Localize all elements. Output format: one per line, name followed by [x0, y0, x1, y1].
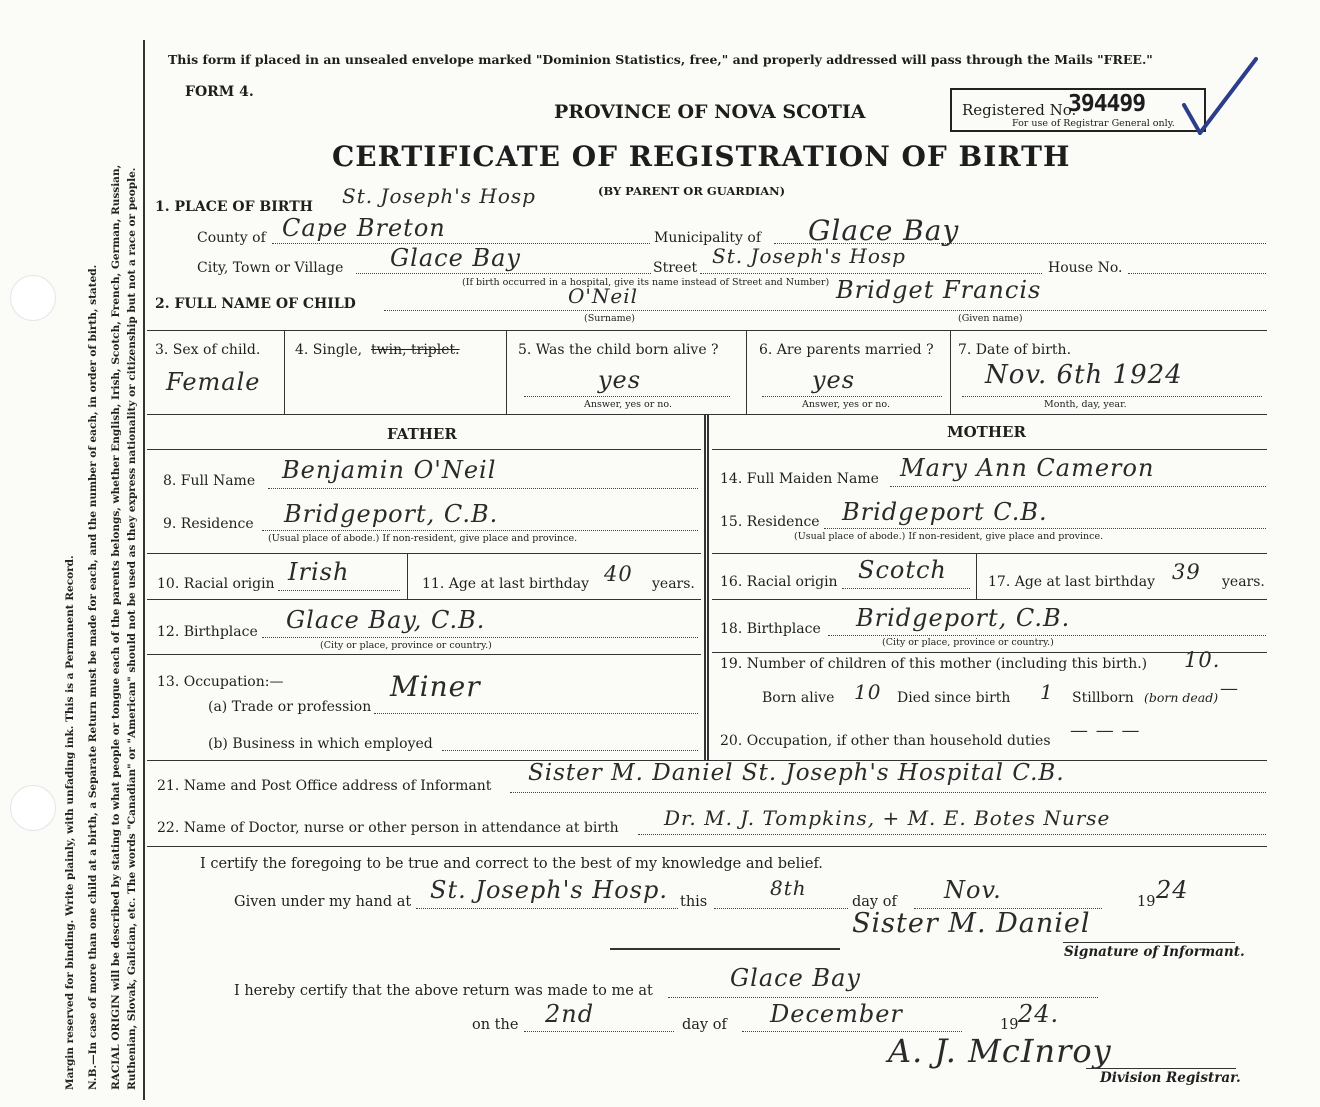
- father-business-label: (b) Business in which employed: [208, 736, 433, 752]
- mother-children-value[interactable]: 10.: [1184, 648, 1221, 672]
- child-given-name[interactable]: Bridget Francis: [836, 276, 1042, 304]
- surname-label: (Surname): [584, 313, 635, 324]
- municipality-label: Municipality of: [654, 230, 762, 246]
- child-surname[interactable]: O'Neil: [568, 284, 639, 308]
- binding-hole-bottom: [10, 785, 56, 831]
- side-note-racial-1: RACIAL ORIGIN will be described by stating to what people or tongue each of the parents belongs, whether English, Irish, Scotch, French, German, Russian,: [110, 164, 122, 1090]
- registered-label: Registered No.: [962, 101, 1077, 119]
- registrar-day-value[interactable]: 2nd: [545, 1000, 595, 1028]
- mother-heading: MOTHER: [947, 423, 1026, 441]
- mail-notice: This form if placed in an unsealed envelope marked "Dominion Statistics, free," and properly addressed will pass through the Mails "FREE.": [168, 52, 1153, 67]
- mother-age-label: 17. Age at last birthday: [988, 574, 1156, 590]
- mother-name-value[interactable]: Mary Ann Cameron: [900, 454, 1155, 482]
- side-note-nb: N.B.—In case of more than one child at a birth, a Separate Return must be made for each, and the number of each, in order of birth, stated.: [87, 264, 99, 1090]
- died-since-birth-value[interactable]: 1: [1040, 680, 1054, 704]
- given-month-value[interactable]: Nov.: [944, 876, 1002, 904]
- father-trade-value[interactable]: Miner: [390, 670, 481, 703]
- this-label: this: [680, 894, 708, 910]
- father-racial-label: 10. Racial origin: [157, 576, 275, 592]
- place-of-birth-value[interactable]: St. Joseph's Hosp: [342, 184, 536, 208]
- county-value[interactable]: Cape Breton: [282, 214, 446, 242]
- certify-text: I certify the foregoing to be true and correct to the best of my knowledge and belief.: [200, 856, 823, 872]
- doctor-value[interactable]: Dr. M. J. Tompkins, + M. E. Botes Nurse: [664, 806, 1111, 830]
- mother-occupation-value[interactable]: — — —: [1070, 720, 1141, 741]
- doctor-label: 22. Name of Doctor, nurse or other person in attendance at birth: [157, 820, 619, 836]
- father-occupation-label: 13. Occupation:—: [157, 674, 284, 690]
- informant-signature-label: Signature of Informant.: [1064, 944, 1245, 960]
- informant-value[interactable]: Sister M. Daniel St. Joseph's Hospital C.B.: [528, 760, 1065, 786]
- alive-label: 5. Was the child born alive ?: [518, 342, 719, 358]
- place-of-birth-label: 1. PLACE OF BIRTH: [155, 199, 313, 215]
- date-note: Month, day, year.: [1044, 399, 1127, 410]
- father-name-label: 8. Full Name: [163, 473, 256, 489]
- sex-label: 3. Sex of child.: [155, 342, 261, 358]
- city-label: City, Town or Village: [197, 260, 344, 276]
- stillborn-note: (born dead): [1144, 690, 1219, 705]
- given-name-label: (Given name): [958, 313, 1023, 324]
- date-value[interactable]: Nov. 6th 1924: [985, 360, 1183, 390]
- sex-value[interactable]: Female: [166, 368, 261, 396]
- registrar-text: I hereby certify that the above return was made to me at: [234, 983, 653, 999]
- province-title: PROVINCE OF NOVA SCOTIA: [554, 101, 866, 123]
- rule-row3-top: [147, 330, 1267, 331]
- on-the-label: on the: [472, 1017, 519, 1033]
- registrar-place-value[interactable]: Glace Bay: [730, 964, 861, 992]
- binding-hole-top: [10, 275, 56, 321]
- born-alive-value[interactable]: 10: [854, 680, 882, 704]
- side-note-racial-2: Ruthenian, Slovak, Galician, etc. The words "Canadian" or "American" should not be used as they express nationality or citizenship but not a race or people.: [126, 167, 138, 1090]
- mother-racial-value[interactable]: Scotch: [858, 556, 947, 584]
- married-label: 6. Are parents married ?: [759, 342, 934, 358]
- mother-age-value[interactable]: 39: [1172, 560, 1201, 584]
- father-age-label: 11. Age at last birthday: [422, 576, 590, 592]
- alive-value[interactable]: yes: [598, 366, 642, 394]
- checkmark-icon: [1180, 55, 1260, 135]
- mother-residence-note: (Usual place of abode.) If non-resident, give place and province.: [794, 531, 1104, 542]
- registrar-signature[interactable]: A. J. McInroy: [888, 1032, 1112, 1070]
- parents-divider: [704, 414, 709, 760]
- father-birthplace-note: (City or place, province or country.): [320, 640, 492, 651]
- given-day-value[interactable]: 8th: [770, 876, 807, 900]
- child-name-label: 2. FULL NAME OF CHILD: [155, 296, 356, 312]
- died-since-birth-label: Died since birth: [897, 690, 1011, 706]
- mother-children-label: 19. Number of children of this mother (including this birth.): [720, 656, 1148, 672]
- mother-name-label: 14. Full Maiden Name: [720, 471, 879, 487]
- county-label: County of: [197, 230, 266, 246]
- registrar-year-prefix: 19: [1000, 1017, 1019, 1033]
- separator-rule: [610, 948, 840, 950]
- registrar-year-value[interactable]: 24.: [1018, 1000, 1060, 1028]
- registrar-month-value[interactable]: December: [770, 1000, 903, 1028]
- married-note: Answer, yes or no.: [802, 399, 891, 410]
- street-value[interactable]: St. Joseph's Hosp: [712, 244, 906, 268]
- municipality-value[interactable]: Glace Bay: [808, 214, 960, 247]
- mother-birthplace-note: (City or place, province or country.): [882, 637, 1054, 648]
- given-place-value[interactable]: St. Joseph's Hosp.: [430, 876, 668, 904]
- born-alive-label: Born alive: [762, 690, 835, 706]
- registrar-note: For use of Registrar General only.: [1012, 118, 1175, 129]
- mother-age-unit: years.: [1222, 574, 1265, 590]
- house-label: House No.: [1048, 260, 1123, 276]
- informant-signature[interactable]: Sister M. Daniel: [852, 908, 1091, 939]
- stillborn-value[interactable]: —: [1220, 678, 1239, 699]
- registered-number: 394499: [1068, 91, 1146, 117]
- form-left-border: [143, 40, 145, 1100]
- street-label: Street: [653, 260, 698, 276]
- twin-triplet-label: twin, triplet.: [371, 342, 460, 358]
- year-prefix: 19: [1137, 894, 1156, 910]
- certificate-subtitle: (BY PARENT OR GUARDIAN): [598, 184, 786, 198]
- father-birthplace-label: 12. Birthplace: [157, 624, 258, 640]
- stillborn-label: Stillborn: [1072, 690, 1134, 706]
- father-age-unit: years.: [652, 576, 695, 592]
- father-racial-value[interactable]: Irish: [288, 558, 350, 586]
- city-note: (If birth occurred in a hospital, give its name instead of Street and Number): [462, 277, 830, 288]
- married-value[interactable]: yes: [812, 366, 856, 394]
- registrar-signature-label: Division Registrar.: [1100, 1070, 1241, 1086]
- certificate-title: CERTIFICATE OF REGISTRATION OF BIRTH: [332, 140, 1071, 173]
- form-number: FORM 4.: [185, 84, 254, 100]
- registrar-day-of-label: day of: [682, 1017, 727, 1033]
- given-under-label: Given under my hand at: [234, 894, 412, 910]
- father-age-value[interactable]: 40: [604, 562, 633, 586]
- alive-note: Answer, yes or no.: [584, 399, 673, 410]
- informant-label: 21. Name and Post Office address of Informant: [157, 778, 492, 794]
- mother-residence-value[interactable]: Bridgeport C.B.: [842, 498, 1048, 526]
- father-heading: FATHER: [387, 425, 457, 443]
- father-residence-note: (Usual place of abode.) If non-resident, give place and province.: [268, 533, 578, 544]
- day-of-label: day of: [852, 894, 897, 910]
- mother-racial-label: 16. Racial origin: [720, 574, 838, 590]
- father-birthplace-value[interactable]: Glace Bay, C.B.: [286, 606, 486, 634]
- father-residence-label: 9. Residence: [163, 516, 254, 532]
- father-name-value[interactable]: Benjamin O'Neil: [282, 456, 497, 484]
- date-label: 7. Date of birth.: [958, 342, 1072, 358]
- mother-birthplace-label: 18. Birthplace: [720, 621, 821, 637]
- mother-birthplace-value[interactable]: Bridgeport, C.B.: [856, 604, 1071, 632]
- father-trade-label: (a) Trade or profession: [208, 699, 372, 715]
- side-note-margin: Margin reserved for binding. Write plainly, with unfading ink. This is a Permanent Record.: [64, 555, 76, 1090]
- mother-occupation-label: 20. Occupation, if other than household duties: [720, 733, 1051, 749]
- single-label: 4. Single,: [295, 342, 363, 358]
- father-residence-value[interactable]: Bridgeport, C.B.: [284, 500, 499, 528]
- city-value[interactable]: Glace Bay: [390, 244, 521, 272]
- given-year-value[interactable]: 24: [1156, 876, 1189, 904]
- mother-residence-label: 15. Residence: [720, 514, 820, 530]
